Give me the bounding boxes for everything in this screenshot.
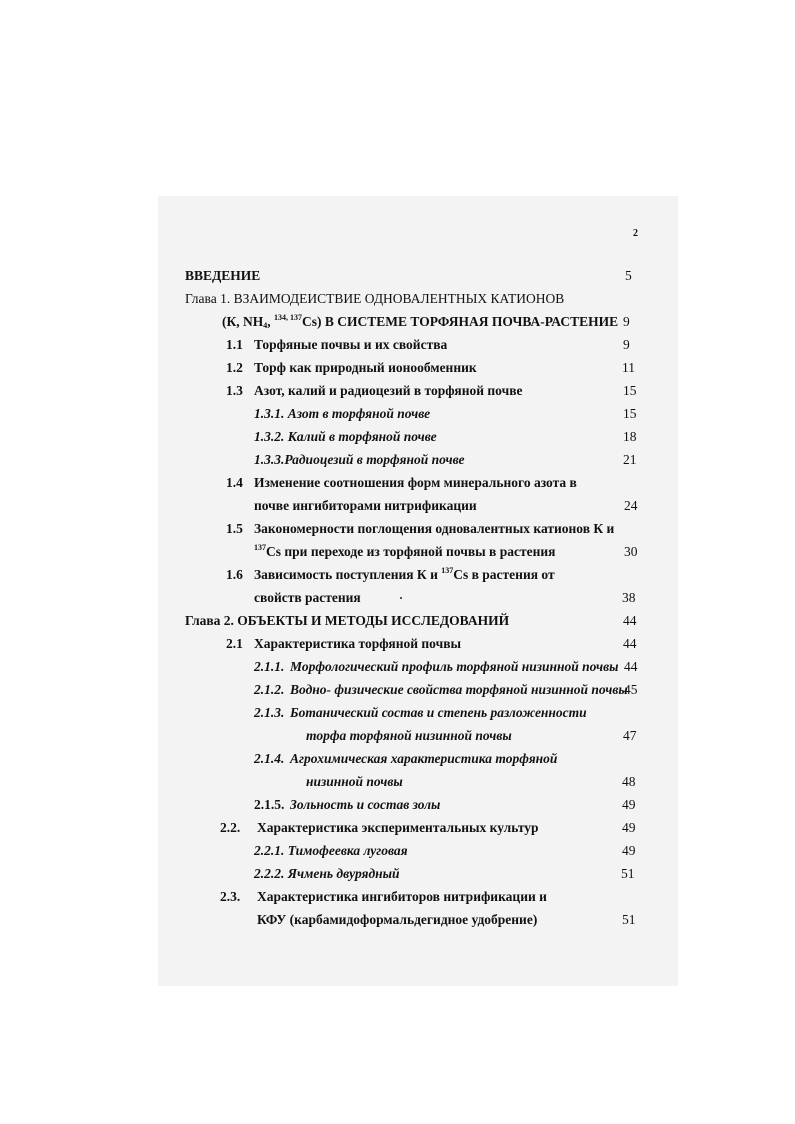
toc-1-5-sup: 137 xyxy=(254,543,266,552)
toc-2-3-cont: КФУ (карбамидоформальдегидное удобрение) xyxy=(257,912,538,927)
toc-2-2-page: 49 xyxy=(622,820,636,835)
toc-1-4-cont: почве ингибиторами нитрификации xyxy=(254,498,477,513)
toc-2-1-4: Агрохимическая характеристика торфяной xyxy=(290,751,558,766)
toc-1-4-num: 1.4 xyxy=(226,475,243,490)
toc-1-1-page: 9 xyxy=(623,337,630,352)
toc-1-3-1: 1.3.1. Азот в торфяной почве xyxy=(254,406,431,421)
toc-1-6 xyxy=(254,567,555,583)
page-number: 2 xyxy=(633,228,638,239)
toc-2-2: Характеристика экспериментальных культур xyxy=(257,820,539,835)
toc-2-1-2-num: 2.1.2. xyxy=(254,682,285,697)
toc-2-1-5: Зольность и состав золы xyxy=(290,797,441,812)
toc-1-3-2: 1.3.2. Калий в торфяной почве xyxy=(254,429,437,444)
toc-2-1-3-cont: торфа торфяной низинной почвы xyxy=(306,728,512,743)
toc-1-3-3-page: 21 xyxy=(623,452,637,467)
toc-1-3-2-page: 18 xyxy=(623,429,637,444)
toc-chapter-1-text-c: Cs) В СИСТЕМЕ ТОРФЯНАЯ ПОЧВА-РАСТЕНИЕ xyxy=(302,314,619,329)
toc-2-1-5-page: 49 xyxy=(622,797,636,812)
toc-2-1-1-page: 44 xyxy=(624,659,638,674)
toc-1-4-page: 24 xyxy=(624,498,638,513)
toc-intro: ВВЕДЕНИЕ xyxy=(185,268,261,283)
toc-1-6-text-b: Cs в растения от xyxy=(453,567,555,582)
toc-chapter-1-cont xyxy=(222,314,618,330)
toc-chapter-2: Глава 2. ОБЪЕКТЫ И МЕТОДЫ ИССЛЕДОВАНИЙ xyxy=(185,613,510,628)
toc-2-1-5-num: 2.1.5. xyxy=(254,797,285,812)
toc-2-1-3-page: 47 xyxy=(623,728,637,743)
toc-1-2-num: 1.2 xyxy=(226,360,243,375)
toc-chapter-1 xyxy=(185,291,564,307)
toc-1-6-cont: свойств растения xyxy=(254,590,361,605)
toc-1-5: Закономерности поглощения одновалентных катионов К и xyxy=(254,521,615,536)
toc-1-3-num: 1.3 xyxy=(226,383,243,398)
toc-2-2-2: 2.2.2. Ячмень двурядный xyxy=(254,866,400,881)
scan-speck xyxy=(400,597,402,599)
toc-2-1-4-page: 48 xyxy=(622,774,636,789)
toc-intro-page: 5 xyxy=(625,268,632,283)
toc-chapter-1-text-a: (К, NH xyxy=(222,314,264,329)
toc-1-5-text: Cs при переходе из торфяной почвы в растения xyxy=(266,544,556,559)
toc-2-2-1: 2.2.1. Тимофеевка луговая xyxy=(254,843,408,858)
toc-1-3-1-page: 15 xyxy=(623,406,637,421)
toc-2-1-page: 44 xyxy=(623,636,637,651)
toc-2-1-2: Водно- физические свойства торфяной низинной почвы xyxy=(290,682,628,697)
toc-1-6-sup: 137 xyxy=(441,566,454,575)
toc-1-5-cont xyxy=(254,544,555,560)
toc-1-2-page: 11 xyxy=(622,360,635,375)
toc-1-6-text-a: Зависимость поступления К и xyxy=(254,567,442,582)
toc-1-6-num: 1.6 xyxy=(226,567,243,582)
toc-1-2: Торф как природный ионообменник xyxy=(254,360,477,375)
toc-2-2-2-page: 51 xyxy=(621,866,635,881)
toc-1-3-page: 15 xyxy=(623,383,637,398)
toc-1-5-page: 30 xyxy=(624,544,638,559)
toc-1-1-num: 1.1 xyxy=(226,337,243,352)
toc-2-1-3-num: 2.1.3. xyxy=(254,705,285,720)
toc-2-1-4-num: 2.1.4. xyxy=(254,751,285,766)
toc-1-3-3: 1.3.3.Радиоцезий в торфяной почве xyxy=(254,452,465,467)
toc-chapter-1-text-b: , xyxy=(267,314,275,329)
toc-2-1-3: Ботанический состав и степень разложенности xyxy=(290,705,587,720)
toc-1-4: Изменение соотношения форм минерального азота в xyxy=(254,475,577,490)
toc-2-3: Характеристика ингибиторов нитрификации и xyxy=(257,889,547,904)
toc-1-5-num: 1.5 xyxy=(226,521,243,536)
toc-chapter-2-page: 44 xyxy=(623,613,637,628)
toc-2-1-num: 2.1 xyxy=(226,636,243,651)
toc-chapter-1-sub: 4 xyxy=(263,321,268,330)
toc-2-3-page: 51 xyxy=(622,912,636,927)
toc-1-3: Азот, калий и радиоцезий в торфяной почве xyxy=(254,383,523,398)
toc-2-2-num: 2.2. xyxy=(220,820,241,835)
toc-1-6-page: 38 xyxy=(622,590,636,605)
toc-2-1-2-page: 45 xyxy=(624,682,638,697)
toc-chapter-1-sup: 134, 137 xyxy=(274,313,303,322)
toc-chapter-1-title: Глава 1. ВЗАИМОДЕИСТВИЕ ОДНОВАЛЕНТНЫХ КАТИОНОВ xyxy=(185,291,565,306)
toc-2-1-1: Морфологический профиль торфяной низинной почвы xyxy=(290,659,619,674)
toc-1-1: Торфяные почвы и их свойства xyxy=(254,337,448,352)
toc-2-2-1-page: 49 xyxy=(622,843,636,858)
toc-2-3-num: 2.3. xyxy=(220,889,241,904)
toc-2-1-1-num: 2.1.1. xyxy=(254,659,285,674)
toc-2-1: Характеристика торфяной почвы xyxy=(254,636,462,651)
toc-2-1-4-cont: низинной почвы xyxy=(306,774,403,789)
toc-chapter-1-page: 9 xyxy=(623,314,630,329)
